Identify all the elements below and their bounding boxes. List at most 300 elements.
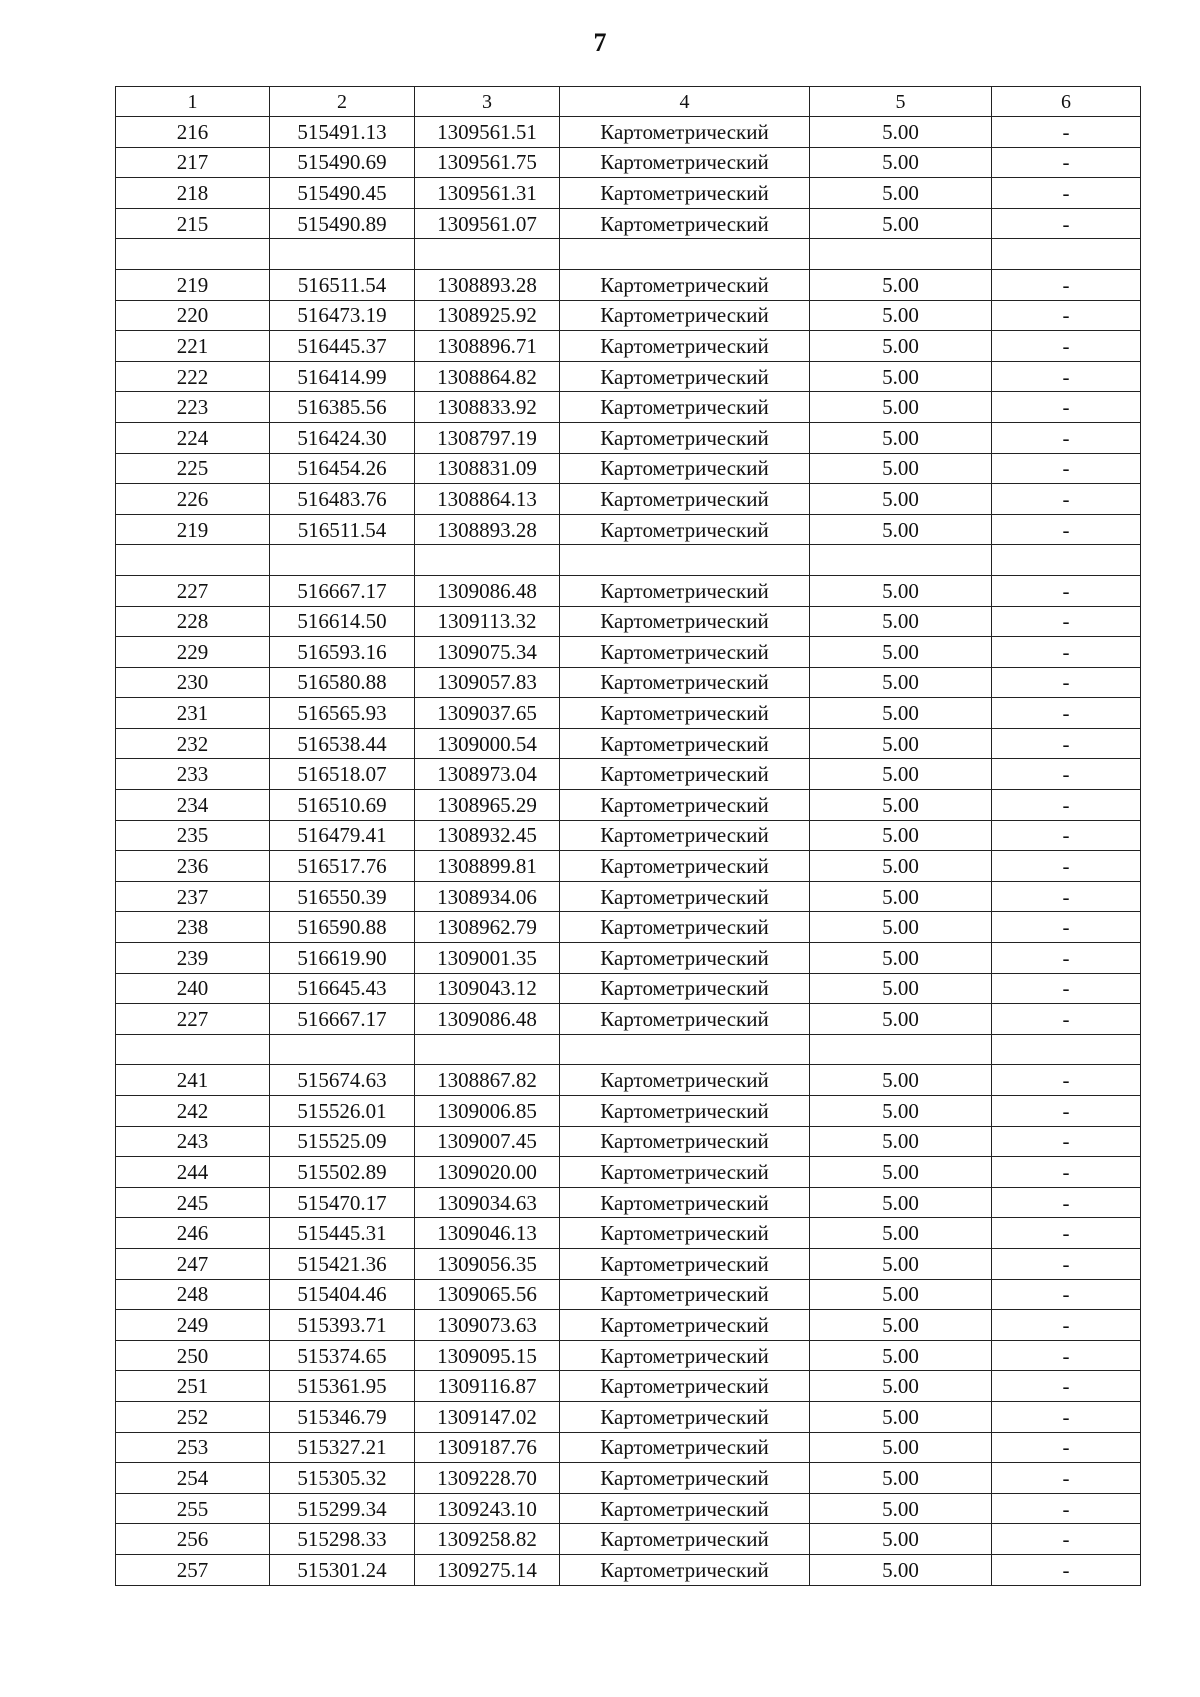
table-cell: 515421.36 [270, 1248, 415, 1279]
table-cell: 5.00 [810, 637, 992, 668]
table-cell: 5.00 [810, 1401, 992, 1432]
table-cell: 5.00 [810, 1493, 992, 1524]
table-cell: 1308962.79 [415, 912, 560, 943]
table-cell: 515298.33 [270, 1524, 415, 1555]
table-cell: Картометрический [560, 361, 810, 392]
table-body [116, 87, 1141, 1586]
table-cell: 515502.89 [270, 1157, 415, 1188]
table-row [116, 1187, 1141, 1218]
table-cell: 516590.88 [270, 912, 415, 943]
table-cell: 239 [116, 943, 270, 974]
table-cell: Картометрический [560, 973, 810, 1004]
table-cell: 215 [116, 208, 270, 239]
table-cell: 515445.31 [270, 1218, 415, 1249]
table-row [116, 392, 1141, 423]
table-cell: 1309075.34 [415, 637, 560, 668]
table-cell: - [992, 1218, 1141, 1249]
table-cell: 515346.79 [270, 1401, 415, 1432]
table-cell: 1308833.92 [415, 392, 560, 423]
table-cell: 1309046.13 [415, 1218, 560, 1249]
table-cell: 1309187.76 [415, 1432, 560, 1463]
table-separator-row [116, 1034, 1141, 1065]
table-cell: Картометрический [560, 606, 810, 637]
table-cell: 515301.24 [270, 1554, 415, 1585]
table-cell: 515526.01 [270, 1096, 415, 1127]
table-cell: 515491.13 [270, 117, 415, 148]
table-cell: Картометрический [560, 728, 810, 759]
table-cell: - [992, 667, 1141, 698]
table-row [116, 790, 1141, 821]
table-cell: 221 [116, 331, 270, 362]
table-cell: 249 [116, 1310, 270, 1341]
table-row [116, 1126, 1141, 1157]
table-cell: 516385.56 [270, 392, 415, 423]
table-separator-row [116, 545, 1141, 576]
table-cell: 515674.63 [270, 1065, 415, 1096]
table-cell: 1308893.28 [415, 514, 560, 545]
table-cell: - [992, 1554, 1141, 1585]
table-cell: - [992, 1004, 1141, 1035]
table-cell [810, 239, 992, 270]
column-header: 1 [116, 87, 270, 117]
table-cell: 5.00 [810, 484, 992, 515]
table-cell: 5.00 [810, 1463, 992, 1494]
table-cell: 516593.16 [270, 637, 415, 668]
table-cell: 5.00 [810, 1248, 992, 1279]
table-cell: 5.00 [810, 820, 992, 851]
table-cell: - [992, 1463, 1141, 1494]
table-cell: Картометрический [560, 1524, 810, 1555]
table-separator-row [116, 239, 1141, 270]
table-cell: Картометрический [560, 453, 810, 484]
table-cell: Картометрический [560, 637, 810, 668]
table-row [116, 1554, 1141, 1585]
table-cell: 225 [116, 453, 270, 484]
table-cell: 1308925.92 [415, 300, 560, 331]
table-cell: 515393.71 [270, 1310, 415, 1341]
table-cell: 5.00 [810, 1004, 992, 1035]
table-cell: 5.00 [810, 361, 992, 392]
table-cell: 516517.76 [270, 851, 415, 882]
table-cell: 223 [116, 392, 270, 423]
table-cell: 5.00 [810, 300, 992, 331]
table-cell: 516479.41 [270, 820, 415, 851]
table-cell: 5.00 [810, 147, 992, 178]
table-cell: Картометрический [560, 575, 810, 606]
table-row [116, 728, 1141, 759]
table-row [116, 606, 1141, 637]
table-cell: 516414.99 [270, 361, 415, 392]
table-cell: 1309561.07 [415, 208, 560, 239]
table-cell: 235 [116, 820, 270, 851]
table-cell: 232 [116, 728, 270, 759]
table-cell: 231 [116, 698, 270, 729]
table-cell: - [992, 637, 1141, 668]
table-cell: 1308864.82 [415, 361, 560, 392]
table-cell: - [992, 1310, 1141, 1341]
table-cell: Картометрический [560, 1310, 810, 1341]
table-cell: 5.00 [810, 1279, 992, 1310]
table-cell: - [992, 331, 1141, 362]
table-cell: 516424.30 [270, 422, 415, 453]
table-cell [415, 545, 560, 576]
table-row [116, 484, 1141, 515]
table-row [116, 147, 1141, 178]
table-row [116, 820, 1141, 851]
table-cell: - [992, 1340, 1141, 1371]
table-row [116, 973, 1141, 1004]
table-cell: 244 [116, 1157, 270, 1188]
table-cell: 516538.44 [270, 728, 415, 759]
table-cell: Картометрический [560, 1463, 810, 1494]
table-cell: Картометрический [560, 943, 810, 974]
table-cell: 255 [116, 1493, 270, 1524]
table-cell: Картометрический [560, 698, 810, 729]
table-cell: Картометрический [560, 1096, 810, 1127]
table-cell: 515490.89 [270, 208, 415, 239]
table-cell: 251 [116, 1371, 270, 1402]
table-cell: 1309561.51 [415, 117, 560, 148]
table-cell: 1309275.14 [415, 1554, 560, 1585]
table-cell [560, 545, 810, 576]
table-row [116, 1524, 1141, 1555]
table-cell: - [992, 1401, 1141, 1432]
column-header: 2 [270, 87, 415, 117]
column-header: 3 [415, 87, 560, 117]
table-cell: 1309065.56 [415, 1279, 560, 1310]
table-cell: 218 [116, 178, 270, 209]
table-cell: 1308864.13 [415, 484, 560, 515]
table-cell: Картометрический [560, 759, 810, 790]
table-cell: 234 [116, 790, 270, 821]
table-cell: Картометрический [560, 1187, 810, 1218]
table-cell: 5.00 [810, 1187, 992, 1218]
table-cell: - [992, 147, 1141, 178]
table-cell: 228 [116, 606, 270, 637]
table-cell: 5.00 [810, 1310, 992, 1341]
table-row [116, 178, 1141, 209]
table-cell: 1309000.54 [415, 728, 560, 759]
table-cell: - [992, 453, 1141, 484]
table-cell: 1308797.19 [415, 422, 560, 453]
table-cell: Картометрический [560, 300, 810, 331]
table-cell: Картометрический [560, 1126, 810, 1157]
table-cell: - [992, 1187, 1141, 1218]
table-cell: 5.00 [810, 1065, 992, 1096]
table-cell [116, 545, 270, 576]
table-cell: 5.00 [810, 575, 992, 606]
table-cell: 216 [116, 117, 270, 148]
table-cell: 5.00 [810, 422, 992, 453]
table-cell: - [992, 1096, 1141, 1127]
table-cell: 242 [116, 1096, 270, 1127]
table-cell: - [992, 728, 1141, 759]
table-cell: Картометрический [560, 790, 810, 821]
table-cell: Картометрический [560, 117, 810, 148]
table-cell: 1309147.02 [415, 1401, 560, 1432]
table-cell: 516565.93 [270, 698, 415, 729]
table-cell: 1309001.35 [415, 943, 560, 974]
table-cell: Картометрический [560, 422, 810, 453]
table-cell: - [992, 422, 1141, 453]
table-row [116, 1248, 1141, 1279]
table-cell: 224 [116, 422, 270, 453]
table-cell: 1309086.48 [415, 1004, 560, 1035]
table-cell: 515490.69 [270, 147, 415, 178]
table-row [116, 943, 1141, 974]
table-row [116, 575, 1141, 606]
column-header: 4 [560, 87, 810, 117]
table-row [116, 1493, 1141, 1524]
table-cell: 515361.95 [270, 1371, 415, 1402]
table-row [116, 269, 1141, 300]
table-cell: Картометрический [560, 667, 810, 698]
coordinates-table [115, 86, 1141, 1586]
table-row [116, 514, 1141, 545]
table-cell: - [992, 208, 1141, 239]
table-cell: Картометрический [560, 881, 810, 912]
table-cell: 5.00 [810, 851, 992, 882]
table-cell: - [992, 1248, 1141, 1279]
table-row [116, 1463, 1141, 1494]
table-row [116, 912, 1141, 943]
table-cell: 1309073.63 [415, 1310, 560, 1341]
table-cell: Картометрический [560, 208, 810, 239]
table-cell: Картометрический [560, 1371, 810, 1402]
table-cell: 516518.07 [270, 759, 415, 790]
table-cell: 219 [116, 514, 270, 545]
table-cell: 1309007.45 [415, 1126, 560, 1157]
table-cell: 1308973.04 [415, 759, 560, 790]
table-cell: 5.00 [810, 912, 992, 943]
table-cell: 240 [116, 973, 270, 1004]
table-cell: 5.00 [810, 1432, 992, 1463]
table-cell: 1309561.31 [415, 178, 560, 209]
table-row [116, 117, 1141, 148]
table-cell: 246 [116, 1218, 270, 1249]
table-cell: 5.00 [810, 1126, 992, 1157]
table-cell: 5.00 [810, 1554, 992, 1585]
table-cell: Картометрический [560, 269, 810, 300]
table-cell: - [992, 300, 1141, 331]
table-cell: 1308899.81 [415, 851, 560, 882]
table-cell: 257 [116, 1554, 270, 1585]
table-row [116, 1401, 1141, 1432]
table-cell: Картометрический [560, 484, 810, 515]
table-cell: 1309086.48 [415, 575, 560, 606]
table-cell: 1309056.35 [415, 1248, 560, 1279]
table-cell [992, 1034, 1141, 1065]
table-cell: 222 [116, 361, 270, 392]
table-cell: 5.00 [810, 331, 992, 362]
table-cell: - [992, 943, 1141, 974]
table-row [116, 1096, 1141, 1127]
table-cell: 219 [116, 269, 270, 300]
table-cell: 243 [116, 1126, 270, 1157]
table-cell: 1309034.63 [415, 1187, 560, 1218]
table-cell [270, 239, 415, 270]
table-cell: 516445.37 [270, 331, 415, 362]
table-cell: Картометрический [560, 178, 810, 209]
table-cell: 515404.46 [270, 1279, 415, 1310]
table-row [116, 851, 1141, 882]
table-cell: Картометрический [560, 1004, 810, 1035]
table-cell: 516454.26 [270, 453, 415, 484]
table-cell: 1309113.32 [415, 606, 560, 637]
table-cell: Картометрический [560, 1401, 810, 1432]
table-cell: 1309006.85 [415, 1096, 560, 1127]
table-cell: - [992, 820, 1141, 851]
table-cell: 1308934.06 [415, 881, 560, 912]
table-cell: 226 [116, 484, 270, 515]
table-cell: 230 [116, 667, 270, 698]
table-row [116, 1157, 1141, 1188]
table-cell: Картометрический [560, 912, 810, 943]
table-cell [270, 545, 415, 576]
table-cell: 516550.39 [270, 881, 415, 912]
table-cell: 5.00 [810, 759, 992, 790]
table-cell: 5.00 [810, 698, 992, 729]
table-cell [992, 239, 1141, 270]
table-cell: - [992, 851, 1141, 882]
table-cell: - [992, 1157, 1141, 1188]
table-cell: - [992, 1524, 1141, 1555]
table-cell: 516511.54 [270, 514, 415, 545]
table-cell: 515490.45 [270, 178, 415, 209]
table-cell: Картометрический [560, 1218, 810, 1249]
table-cell: 516473.19 [270, 300, 415, 331]
table-cell: 515525.09 [270, 1126, 415, 1157]
table-cell: 5.00 [810, 728, 992, 759]
table-cell: 1308896.71 [415, 331, 560, 362]
table-row [116, 1371, 1141, 1402]
table-cell: 1308965.29 [415, 790, 560, 821]
table-cell: 1308932.45 [415, 820, 560, 851]
table-cell: - [992, 361, 1141, 392]
table-cell: - [992, 1493, 1141, 1524]
table-cell: 5.00 [810, 790, 992, 821]
table-cell: - [992, 1126, 1141, 1157]
table-cell: - [992, 392, 1141, 423]
table-cell: 5.00 [810, 1524, 992, 1555]
table-cell: 217 [116, 147, 270, 178]
table-row [116, 759, 1141, 790]
table-row [116, 208, 1141, 239]
table-row [116, 637, 1141, 668]
table-cell: Картометрический [560, 851, 810, 882]
table-cell: 1309020.00 [415, 1157, 560, 1188]
table-cell: Картометрический [560, 1432, 810, 1463]
table-cell: Картометрический [560, 820, 810, 851]
table-cell: 1309243.10 [415, 1493, 560, 1524]
table-cell: - [992, 484, 1141, 515]
table-cell: 220 [116, 300, 270, 331]
table-row [116, 881, 1141, 912]
table-cell: 241 [116, 1065, 270, 1096]
table-cell: 515374.65 [270, 1340, 415, 1371]
table-cell: 1309228.70 [415, 1463, 560, 1494]
table-cell: 5.00 [810, 667, 992, 698]
table-cell: 5.00 [810, 973, 992, 1004]
table-row [116, 1279, 1141, 1310]
table-cell: Картометрический [560, 1279, 810, 1310]
table-cell: 5.00 [810, 606, 992, 637]
table-cell: 1309561.75 [415, 147, 560, 178]
table-cell: - [992, 1065, 1141, 1096]
table-cell: 5.00 [810, 943, 992, 974]
table-cell: 1309095.15 [415, 1340, 560, 1371]
table-cell: 515299.34 [270, 1493, 415, 1524]
table-cell: 254 [116, 1463, 270, 1494]
table-cell: 237 [116, 881, 270, 912]
table-cell: - [992, 178, 1141, 209]
table-cell: - [992, 269, 1141, 300]
table-cell: 5.00 [810, 117, 992, 148]
table-cell: Картометрический [560, 1493, 810, 1524]
table-cell: 5.00 [810, 453, 992, 484]
table-cell: 5.00 [810, 1371, 992, 1402]
table-cell: - [992, 514, 1141, 545]
table-cell: 253 [116, 1432, 270, 1463]
table-cell: 227 [116, 1004, 270, 1035]
table-cell: 5.00 [810, 269, 992, 300]
table-cell: - [992, 912, 1141, 943]
table-cell: 245 [116, 1187, 270, 1218]
table-cell: 1308893.28 [415, 269, 560, 300]
table-header-row [116, 87, 1141, 117]
table-row [116, 667, 1141, 698]
table-row [116, 1004, 1141, 1035]
table-cell [116, 1034, 270, 1065]
table-cell: 247 [116, 1248, 270, 1279]
table-cell: 515305.32 [270, 1463, 415, 1494]
table-cell: Картометрический [560, 1157, 810, 1188]
table-row [116, 422, 1141, 453]
table-cell: Картометрический [560, 147, 810, 178]
table-cell [560, 239, 810, 270]
table-cell: 236 [116, 851, 270, 882]
table-cell: 5.00 [810, 514, 992, 545]
table-cell: - [992, 698, 1141, 729]
table-cell: 5.00 [810, 392, 992, 423]
table-cell: 1309037.65 [415, 698, 560, 729]
table-cell [810, 545, 992, 576]
table-cell: 229 [116, 637, 270, 668]
table-cell [116, 239, 270, 270]
table-cell: 516667.17 [270, 575, 415, 606]
table-cell: 516619.90 [270, 943, 415, 974]
table-cell [270, 1034, 415, 1065]
table-cell: 1309043.12 [415, 973, 560, 1004]
table-cell: - [992, 973, 1141, 1004]
table-cell: 516511.54 [270, 269, 415, 300]
table-cell: - [992, 759, 1141, 790]
table-cell [560, 1034, 810, 1065]
table-cell: - [992, 790, 1141, 821]
table-cell: 1309116.87 [415, 1371, 560, 1402]
table-cell: - [992, 1279, 1141, 1310]
table-cell: Картометрический [560, 1248, 810, 1279]
table-cell: 256 [116, 1524, 270, 1555]
table-row [116, 1218, 1141, 1249]
table-cell: - [992, 881, 1141, 912]
table-cell: Картометрический [560, 1554, 810, 1585]
table-cell: Картометрический [560, 1340, 810, 1371]
table-cell: 5.00 [810, 178, 992, 209]
table-row [116, 300, 1141, 331]
table-row [116, 1340, 1141, 1371]
page-number: 7 [593, 28, 607, 57]
